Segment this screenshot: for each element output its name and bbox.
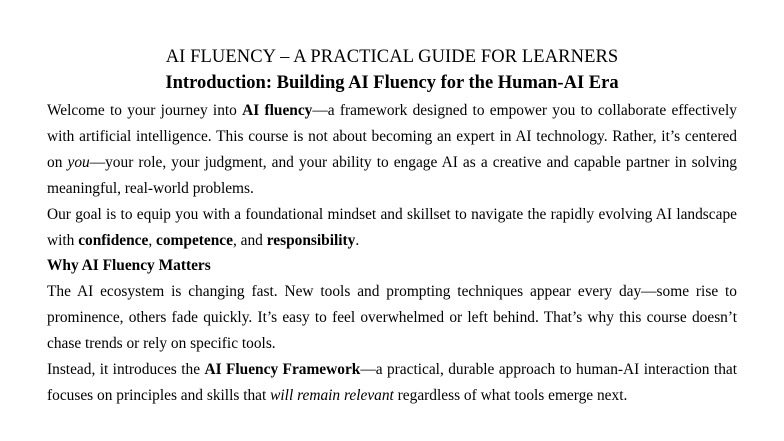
- italic-run: will remain relevant: [270, 386, 394, 404]
- bold-run: competence: [156, 231, 233, 249]
- bold-run: AI fluency: [242, 102, 313, 119]
- text-run: Our goal is to equip you with a foundational mindset and skillset to navigate the rapidly evolving AI landscape with: [47, 205, 737, 249]
- bold-run: confidence: [78, 231, 149, 249]
- text-run: Welcome to your journey into: [47, 102, 243, 119]
- section-heading: Why AI Fluency Matters: [47, 257, 211, 275]
- document-page: [47, 44, 737, 409]
- text-run: .: [355, 231, 360, 249]
- document-title: AI FLUENCY – A PRACTICAL GUIDE FOR LEARNERS: [165, 47, 619, 67]
- text-run: —a practical, durable approach to human-AI interaction that focuses on principles and skills that: [47, 361, 738, 404]
- text-run: ,: [148, 231, 157, 249]
- text-run: regardless of what tools emerge next.: [393, 386, 628, 404]
- document-subtitle: Introduction: Building AI Fluency for the Human-AI Era: [165, 73, 619, 93]
- section-paragraph-1: The AI ecosystem is changing fast. New tools and prompting techniques appear every day—some rise to prominence, others fade quickly. It’s easy to feel overwhelmed or left behind. That’s why this course doesn’t chase trends or rely on specific tools.: [47, 283, 737, 353]
- italic-run: you: [67, 153, 90, 171]
- intro-paragraph-1: [47, 98, 737, 202]
- text-run: —a framework designed to empower you to collaborate effectively with artificial intelligence. This course is not about becoming an expert in AI technology. Rather, it’s centered on: [47, 102, 737, 171]
- bold-run: responsibility: [266, 231, 356, 249]
- text-run: , and: [232, 231, 267, 249]
- section-paragraph-2: [47, 357, 737, 409]
- bold-run: AI Fluency Framework: [204, 361, 361, 379]
- text-run: —your role, your judgment, and your ability to engage AI as a creative and capable partner in solving meaningful, real-world problems.: [47, 153, 737, 197]
- intro-paragraph-2: [47, 202, 737, 254]
- text-run: Instead, it introduces the: [47, 361, 205, 379]
